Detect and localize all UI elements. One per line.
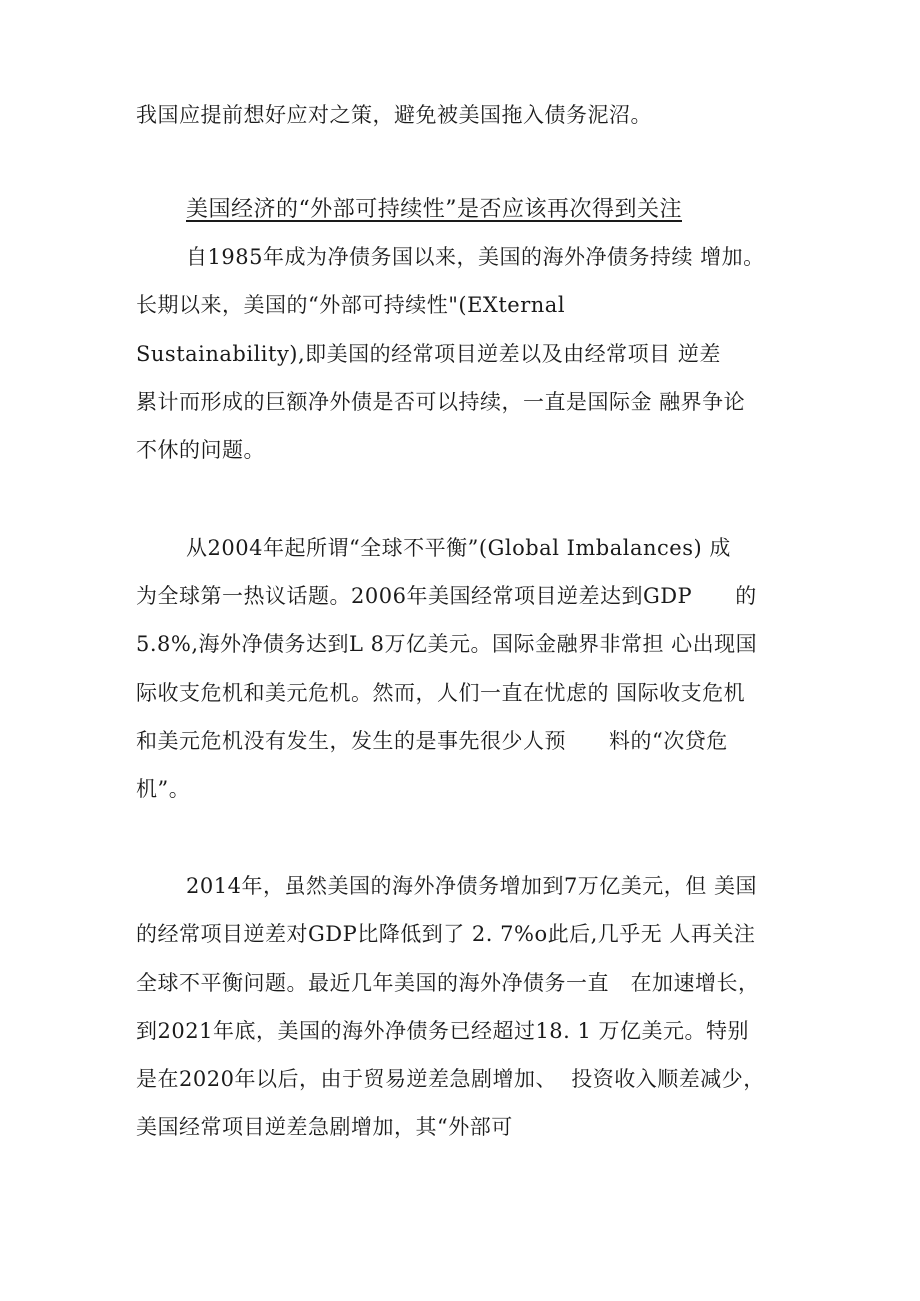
paragraph-line: 自1985年成为净债务国以来，美国的海外净债务持续 增加。	[186, 245, 765, 269]
paragraph-line: 的经常项目逆差对GDP比降低到了 2. 7%o此后,几乎无 人再关注	[136, 922, 756, 946]
paragraph-line: 2014年，虽然美国的海外净债务增加到7万亿美元，但 美国	[186, 874, 757, 898]
paragraph-line: 是在2020年以后，由于贸易逆差急剧增加、 投资收入顺差减少，	[136, 1067, 765, 1091]
paragraph-line: 累计而形成的巨额净外债是否可以持续，一直是国际金 融界争论	[136, 390, 746, 414]
paragraph-line: 从2004年起所谓“全球不平衡”(Global Imbalances) 成	[186, 536, 731, 560]
paragraph-line: 全球不平衡问题。最近几年美国的海外净债务一直 在加速增长，	[136, 971, 760, 995]
paragraph-line: 不休的问题。	[136, 438, 265, 462]
paragraph-line: Sustainability),即美国的经常项目逆差以及由经常项目 逆差	[136, 342, 721, 366]
paragraph-line: 和美元危机没有发生，发生的是事先很少人预 料的“次贷危	[136, 729, 728, 753]
paragraph-line: 机”。	[136, 777, 191, 801]
paragraph-line: 长期以来，美国的“外部可持续性"(EXternal	[136, 293, 566, 317]
paragraph-line: 为全球第一热议话题。2006年美国经常项目逆差达到GDP 的	[136, 584, 757, 608]
paragraph-line: 到2021年底，美国的海外净债务已经超过18. 1 万亿美元。特别	[136, 1019, 750, 1043]
section-heading: 美国经济的“外部可持续性”是否应该再次得到关注	[186, 197, 682, 222]
intro-line: 我国应提前想好应对之策，避免被美国拖入债务泥沼。	[136, 103, 652, 127]
paragraph-line: 5.8%,海外净债务达到L 8万亿美元。国际金融界非常担 心出现国	[136, 632, 758, 656]
paragraph-line: 美国经常项目逆差急剧增加，其“外部可	[136, 1115, 513, 1139]
paragraph-line: 际收支危机和美元危机。然而，人们一直在忧虑的 国际收支危机	[136, 681, 746, 705]
